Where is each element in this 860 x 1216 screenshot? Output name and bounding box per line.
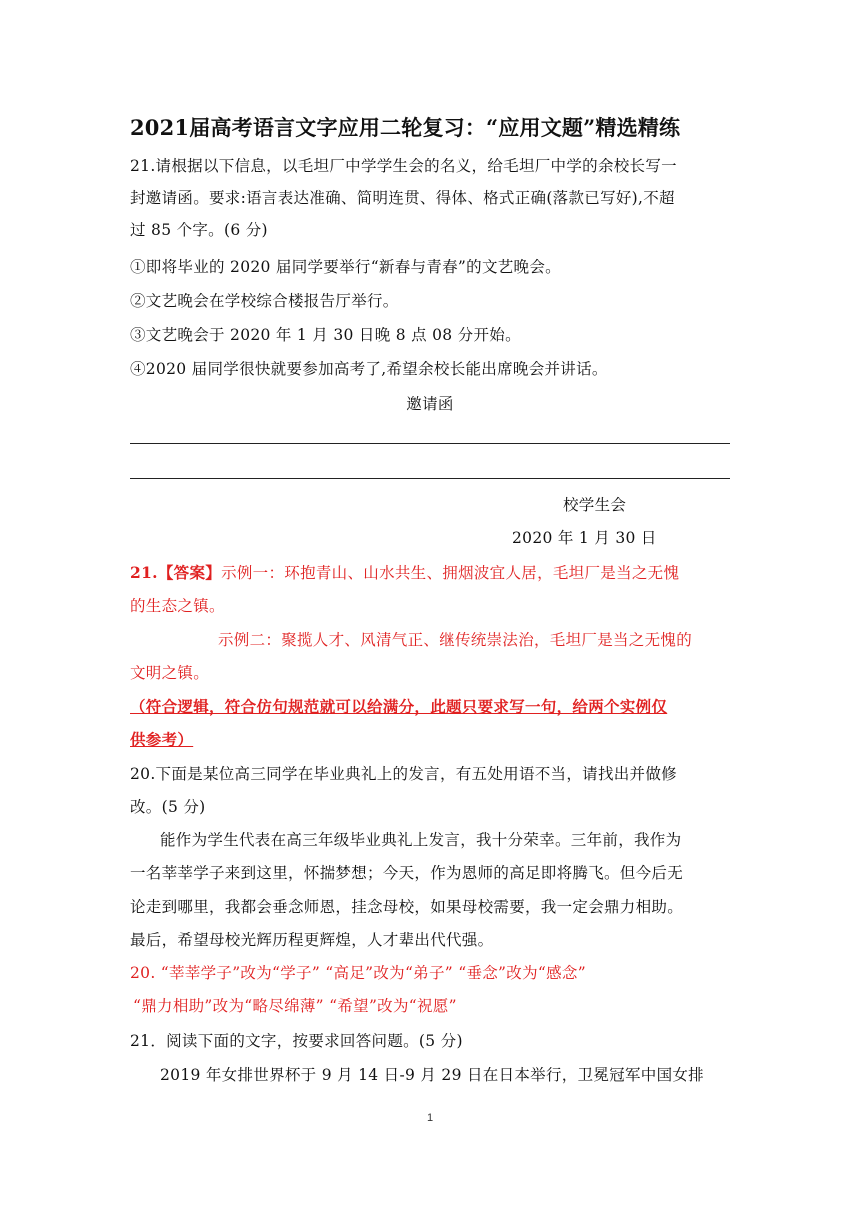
answer-21-example-1-line-1 (130, 562, 730, 584)
speech-line-2: 一名莘莘学子来到这里，怀揣梦想；今天，作为恩师的高足即将腾飞。但今后无 (130, 864, 684, 882)
question-20-text-line-2: 改。(5 分) (130, 798, 206, 816)
letter-title: 邀请函 (406, 395, 454, 413)
answer-20-line-1: 20. “莘莘学子”改为“学子” “高足”改为“弟子” “垂念”改为“感念” (130, 964, 586, 982)
answer-21-example-1-text: 示例一：环抱青山、山水共生、拥烟波宜人居，毛坦厂是当之无愧 (221, 564, 680, 582)
question-21-text-line-1: 21.请根据以下信息，以毛坦厂中学学生会的名义，给毛坦厂中学的余校长写一 (130, 157, 677, 175)
info-item-1: ①即将毕业的 2020 届同学要举行“新春与青春”的文艺晚会。 (130, 258, 561, 276)
answer-21-example-2-line-1: 示例二：聚揽人才、风清气正、继传统崇法治，毛坦厂是当之无愧的 (218, 631, 693, 649)
document-title: 2021届高考语言文字应用二轮复习：“应用文题”精选精练 (130, 115, 681, 140)
info-item-3: ③文艺晚会于 2020 年 1 月 30 日晚 8 点 08 分开始。 (130, 326, 521, 344)
speech-line-4: 最后，希望母校光辉历程更辉煌，人才辈出代代强。 (130, 931, 494, 949)
question-21-text-line-2: 封邀请函。要求:语言表达准确、简明连贯、得体、格式正确(落款已写好),不超 (130, 189, 675, 207)
page-number: 1 (426, 1112, 434, 1124)
answer-21-note-line-2: 供参考） (130, 730, 194, 749)
question-21b-text-line-1: 21．阅读下面的文字，按要求回答问题。(5 分) (130, 1032, 463, 1050)
answer-21-example-1-line-2: 的生态之镇。 (130, 597, 225, 615)
answer-21-label: 21.【答案】 (130, 563, 222, 582)
answer-21-example-2-line-2: 文明之镇。 (130, 664, 210, 682)
info-item-4: ④2020 届同学很快就要参加高考了,希望余校长能出席晚会并讲话。 (130, 360, 608, 378)
speech-line-1: 能作为学生代表在高三年级毕业典礼上发言，我十分荣幸。三年前，我作为 (160, 831, 682, 849)
letter-signature: 校学生会 (563, 496, 627, 514)
question-21b-text-line-2: 2019 年女排世界杯于 9 月 14 日-9 月 29 日在日本举行，卫冕冠军中国女排 (160, 1066, 704, 1084)
answer-20-line-2: “鼎力相助”改为“略尽绵薄” “希望”改为“祝愿” (133, 997, 457, 1015)
answer-line-2 (130, 478, 730, 479)
question-20-text-line-1: 20.下面是某位高三同学在毕业典礼上的发言，有五处用语不当，请找出并做修 (130, 765, 677, 783)
answer-line-1 (130, 443, 730, 444)
speech-line-3: 论走到哪里，我都会垂念师恩，挂念母校，如果母校需要，我一定会鼎力相助。 (130, 898, 684, 916)
letter-date: 2020 年 1 月 30 日 (512, 529, 657, 547)
info-item-2: ②文艺晚会在学校综合楼报告厅举行。 (130, 292, 399, 310)
question-21-text-line-3: 过 85 个字。(6 分) (130, 221, 268, 239)
answer-21-note-line-1: （符合逻辑，符合仿句规范就可以给满分，此题只要求写一句，给两个实例仅 (130, 697, 668, 716)
